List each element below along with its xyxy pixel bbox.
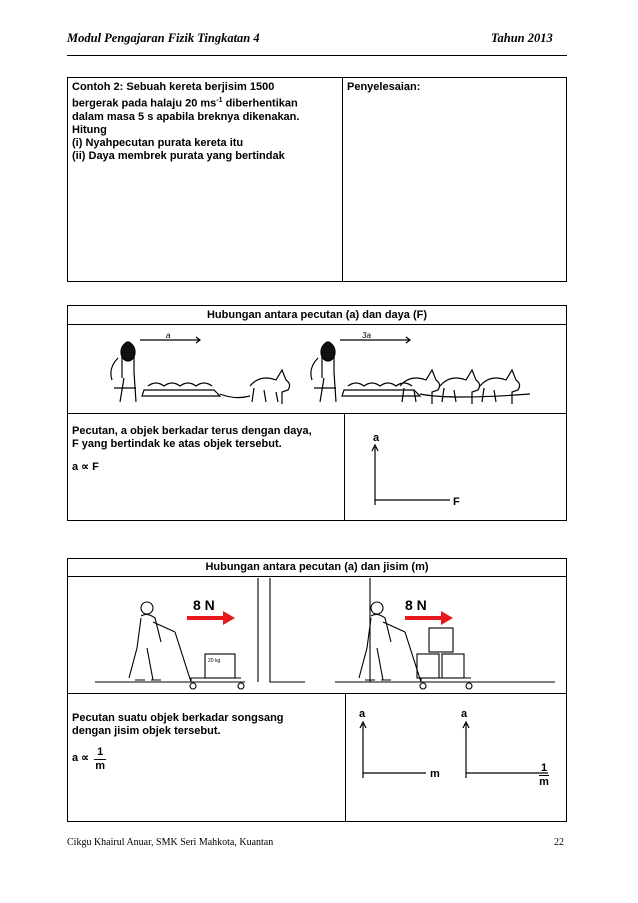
- sled-label-3a: 3a: [362, 331, 371, 340]
- mass-relation: a ∝ $\frac{1}{m}$: [72, 746, 106, 772]
- force-section-title: Hubungan antara pecutan (a) dan daya (F): [206, 309, 428, 321]
- header-title: Modul Pengajaran Fizik Tingkatan 4: [67, 31, 260, 45]
- solution-label: Penyelesaian:: [347, 81, 421, 93]
- footer-author: Cikgu Khairul Anuar, SMK Seri Mahkota, Kuantan: [67, 837, 274, 848]
- page-number: 22: [554, 837, 564, 848]
- question-line: dalam masa 5 s apabila breknya dikenakan.: [72, 110, 300, 123]
- example-divider: [342, 77, 343, 282]
- graph1-axis-x: m: [430, 768, 440, 780]
- question-line: bergerak pada halaju 20 $ms^{-1}$ diberhentikan: [72, 97, 298, 110]
- question-line: Hitung: [72, 123, 107, 136]
- header-rule: [67, 55, 567, 56]
- box-label: 20 kg: [208, 658, 221, 664]
- sled-dogs-figure: [100, 328, 540, 410]
- trolley-figure: [95, 578, 555, 692]
- mass-section-title: Hubungan antara pecutan (a) dan jisim (m): [205, 561, 429, 573]
- example-question: [72, 81, 340, 163]
- a-vs-m-graphs: [358, 722, 558, 782]
- force-relation: a ∝ F: [72, 461, 99, 473]
- header-year: Tahun 2013: [491, 31, 553, 45]
- graph2-axis-y: a: [461, 708, 468, 720]
- graph2-axis-x: 1 m: [539, 762, 549, 788]
- question-line: Contoh 2: Sebuah kereta berjisim 1500: [72, 81, 275, 93]
- a-vs-f-graph: [370, 445, 460, 505]
- graph1-axis-y: a: [359, 708, 366, 720]
- force-relation-text: Pecutan, a objek berkadar terus dengan daya, F yang bertindak ke atas objek tersebut. a ∝ F: [72, 425, 342, 474]
- question-line: (i) Nyahpecutan purata kereta itu: [72, 136, 244, 149]
- question-line: (ii) Daya membrek purata yang bertindak: [72, 149, 285, 162]
- graph-axis-x: F: [453, 496, 460, 508]
- sled-label-a: a: [166, 331, 171, 340]
- force-label-left: 8 N: [193, 597, 215, 613]
- force-label-right: 8 N: [405, 597, 427, 613]
- graph-axis-y: a: [373, 432, 380, 444]
- mass-relation-text: Pecutan suatu objek berkadar songsang dengan jisim objek tersebut.: [72, 712, 284, 737]
